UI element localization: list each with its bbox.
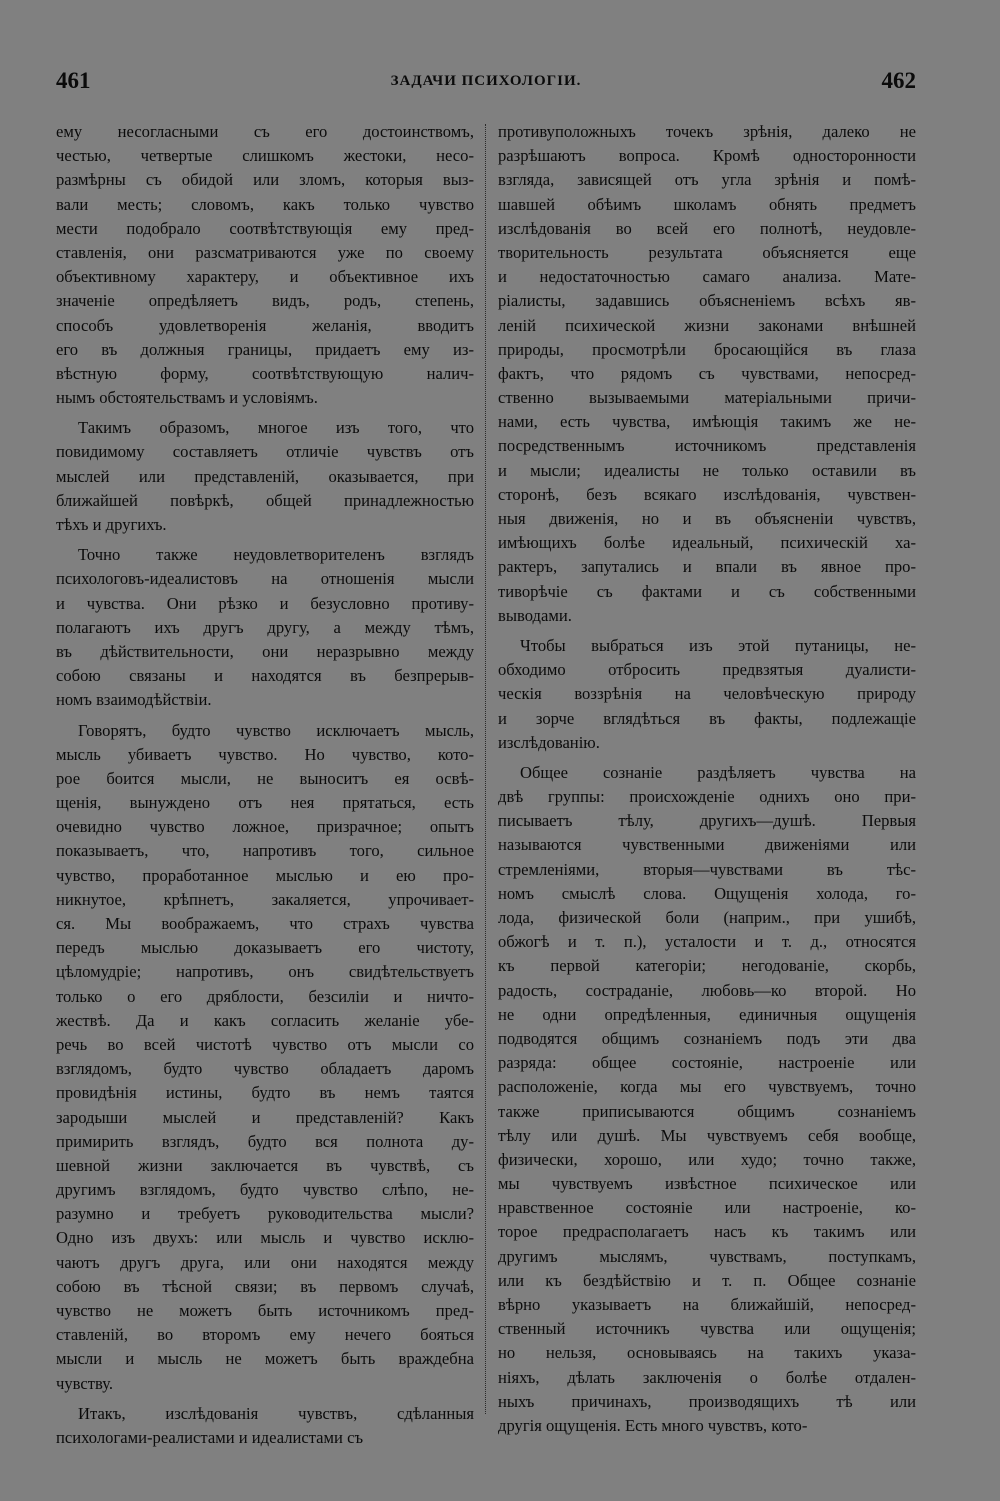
text-line: двѣ группы: происхожденіе однихъ оно при- [498,787,916,807]
text-line: въ дѣйствительности, они неразрывно между [56,641,474,661]
text-line: ставленія, они разсматриваются уже по своему [56,242,474,262]
text-line: провидѣнія истины, будто въ немъ таятся [56,1083,474,1103]
text-line: передъ мыслью доказываетъ его чистоту, [56,938,474,958]
text-line: не одни опредѣленныя, единичныя ощущенія [498,1004,916,1024]
text-line: стремленіями, вторыя—чувствами въ тѣс- [498,859,916,879]
text-line: шевной жизни заключается въ чувствѣ, съ [56,1155,474,1175]
text-line: изслѣдованія во всей его полнотѣ, неудовле- [498,218,916,238]
running-title: ЗАДАЧИ ПСИХОЛОГІИ. [390,73,582,89]
text-line: ственный источникъ чувства или ощущенія; [498,1319,916,1339]
text-line: сторонѣ, безъ всякаго изслѣдованія, чувствен- [498,484,916,504]
text-line: тѣлу или душѣ. Мы чувствуемъ себя вообще, [498,1125,916,1145]
text-line: Общее сознаніе раздѣляетъ чувства на [520,762,916,782]
text-line: другимъ взглядомъ, будто чувство слѣпо, не- [56,1180,474,1200]
text-line: посредственнымъ источникомъ представленія [498,436,916,456]
column-divider [485,124,486,1414]
text-line: изслѣдованію. [498,732,600,752]
text-line: очевидно чувство ложное, призрачное; опытъ [56,817,474,837]
text-line: леній психической жизни законами внѣшней [498,315,916,335]
text-line: только о его дряблости, безсиліи и ничто- [56,986,474,1006]
text-line: Итакъ, изслѣдованія чувствъ, сдѣланныя [78,1403,474,1423]
text-line: показываетъ, что, напротивъ того, сильное [56,841,474,861]
text-line: разрѣшаютъ вопроса. Кромѣ односторонности [498,146,916,166]
text-line: собою въ тѣсной связи; въ первомъ случаѣ, [56,1276,474,1296]
text-line: и зорче вглядѣться въ факты, подлежащіе [498,708,916,728]
text-line: цѣломудріе; напротивъ, онъ свидѣтельствуетъ [56,962,474,982]
text-line: и мысли; идеалисты не только оставили въ [498,460,916,480]
text-line: тиворѣчіе съ фактами и съ собственными [498,581,916,601]
text-line: физически, хорошо, или худо; точно также, [498,1149,916,1169]
text-line: Точно также неудовлетворителенъ взглядъ [78,545,474,565]
text-line: вали месть; словомъ, какъ только чувство [56,194,474,214]
text-line: фактъ, что рядомъ съ чувствами, непосред- [498,363,916,383]
text-line: значеніе опредѣляетъ видъ, родъ, степень, [56,291,474,311]
text-line: но нельзя, основываясь на такихъ указа- [498,1343,916,1363]
text-line: къ первой категоріи; негодованіе, скорбь, [498,956,916,976]
text-line: подводятся общимъ сознаніемъ подъ эти два [498,1028,916,1048]
text-line: Чтобы выбраться изъ этой путаницы, не- [520,635,916,655]
text-line: имѣющихъ болѣе идеальный, психическій ха- [498,533,916,553]
text-line: честью, четвертые слишкомъ жестоки, несо- [56,146,474,166]
page-number-left: 461 [56,68,91,93]
left-text-column [56,120,474,1450]
text-line: расположеніе, когда мы его чувствуемъ, точно [498,1077,916,1097]
text-line: номъ взаимодѣйствіи. [56,690,212,710]
text-line: природы, просмотрѣли бросающійся въ глаза [498,339,916,359]
text-line: и недостаточностью самаго анализа. Мате- [498,267,916,287]
text-line: Говорятъ, будто чувство исключаетъ мысль, [78,720,474,740]
text-line: разумно и требуетъ руководительства мысли? [56,1204,474,1224]
text-line: чувству. [56,1373,114,1393]
text-line: мысли и мысль не можетъ быть враждебна [56,1349,474,1369]
text-line: называются чувственными движеніями или [498,835,916,855]
right-text-column [498,120,916,1438]
text-line: взгляда, зависящей отъ угла зрѣнія и помѣ- [498,170,916,190]
text-line: обжогѣ и т. п.), усталости и т. д., относятся [498,932,916,952]
text-line: номъ смыслѣ слова. Ощущенія холода, го- [498,883,916,903]
text-line: повидимому составляетъ отличіе чувствъ отъ [56,442,474,462]
text-line: нымъ обстоятельствамъ и условіямъ. [56,388,318,408]
text-line: обходимо отбросить предвзятыя дуалисти- [498,660,916,680]
text-line: ніяхъ, дѣлать заключенія о болѣе отдален- [498,1367,916,1387]
text-line: мести подобрало соотвѣтствующія ему пред- [56,218,474,238]
page-header [56,68,916,98]
text-line: чувство не можетъ быть источникомъ пред- [56,1301,474,1320]
text-line: Одно изъ двухъ: или мысль и чувство исклю- [56,1228,474,1248]
text-line: ныя движенія, но и въ объясненіи чувствъ, [498,509,916,528]
text-line: ственно вызываемыми матеріальными причи- [498,388,916,408]
text-line: другія ощущенія. Есть много чувствъ, кото- [498,1415,808,1435]
page-number-right: 462 [881,68,916,93]
text-line: писываетъ тѣлу, другихъ—душѣ. Первыя [498,811,916,831]
text-line: чаютъ другъ друга, или они находятся между [56,1252,474,1272]
text-line: мы чувствуемъ извѣстное психическое или [498,1174,916,1194]
text-line: речь во всей чистотѣ чувство отъ мысли со [56,1034,474,1054]
text-line: мыслей или представленій, оказывается, при [56,466,474,486]
text-line: размѣрны съ обидой или зломъ, которыя выз- [56,170,474,190]
text-line: торое предрасполагаетъ насъ къ такимъ или [498,1222,916,1242]
text-line: взглядомъ, будто чувство обладаетъ даромъ [56,1059,474,1079]
text-line: вѣстную форму, соотвѣтствующую налич- [56,363,474,383]
text-line: выводами. [498,605,572,625]
text-line: рактеръ, запутались и впали въ явное про- [498,557,916,577]
text-line: рое боится мысли, не выноситъ ея освѣ- [56,768,474,788]
text-line: разряда: общее состояніе, настроеніе или [498,1053,916,1073]
text-line: вѣрно указываетъ на ближайшій, непосред- [498,1295,916,1314]
text-line: нами, есть чувства, имѣющія такимъ же не- [498,412,916,432]
text-line: лода, физической боли (наприм., при ушибѣ, [498,908,916,927]
text-line: творительность результата объясняется еще [498,242,916,262]
text-line: Такимъ образомъ, многое изъ того, что [78,418,474,438]
text-line: также приписываются общимъ сознаніемъ [498,1101,916,1121]
text-line: ческія воззрѣнія на человѣческую природу [498,684,916,704]
text-line: тѣхъ и другихъ. [56,515,167,534]
text-line: ближайшей повѣркѣ, общей принадлежностью [56,490,474,510]
text-line: ставленій, во второмъ ему нечего бояться [56,1325,474,1345]
text-line: примирить взглядъ, будто вся полнота ду- [56,1131,474,1151]
text-line: психологовъ-идеалистовъ на отношенія мысли [56,569,474,589]
text-line: психологами-реалистами и идеалистами съ [56,1427,364,1447]
text-line: собою связаны и находятся въ безпрерыв- [56,666,474,686]
text-line: или къ бездѣйствію и т. п. Общее сознаніе [498,1270,916,1290]
text-line: ріалисты, задавшись объясненіемъ всѣхъ яв- [498,291,916,311]
text-line: ся. Мы воображаемъ, что страхъ чувства [56,914,474,933]
text-line: жествѣ. Да и какъ согласить желаніе убе- [56,1010,474,1030]
text-line: объективному характеру, и объективное ихъ [56,267,474,287]
text-line: полагаютъ ихъ другъ другу, а между тѣмъ, [56,617,474,637]
text-line: нравственное состояніе или настроеніе, ко- [498,1198,916,1218]
text-line: его въ должныя границы, придаетъ ему из- [56,339,474,359]
text-line: ныхъ причинахъ, производящихъ тѣ или [498,1391,916,1411]
text-line: мысль убиваетъ чувство. Но чувство, кото- [56,744,474,764]
text-line: ему несогласными съ его достоинствомъ, [56,122,474,141]
text-line: радость, состраданіе, любовь—ко второй. Но [498,980,916,1000]
text-line: способъ удовлетворенія желанія, вводитъ [56,315,474,335]
text-line: щенія, вынуждено отъ нея прятаться, есть [56,793,474,813]
text-line: противуположныхъ точекъ зрѣнія, далеко не [498,122,916,141]
text-line: зародыши мыслей и представленій? Какъ [56,1107,474,1127]
text-line: чувство, проработанное мыслью и ею про- [56,865,474,885]
text-line: и чувства. Они рѣзко и безусловно противу- [56,593,474,613]
text-line: никнутое, крѣпнетъ, закаляется, упрочивает- [56,889,474,909]
text-line: другимъ мыслямъ, чувствамъ, поступкамъ, [498,1246,916,1266]
text-line: шавшей обѣимъ школамъ обнять предметъ [498,194,916,214]
